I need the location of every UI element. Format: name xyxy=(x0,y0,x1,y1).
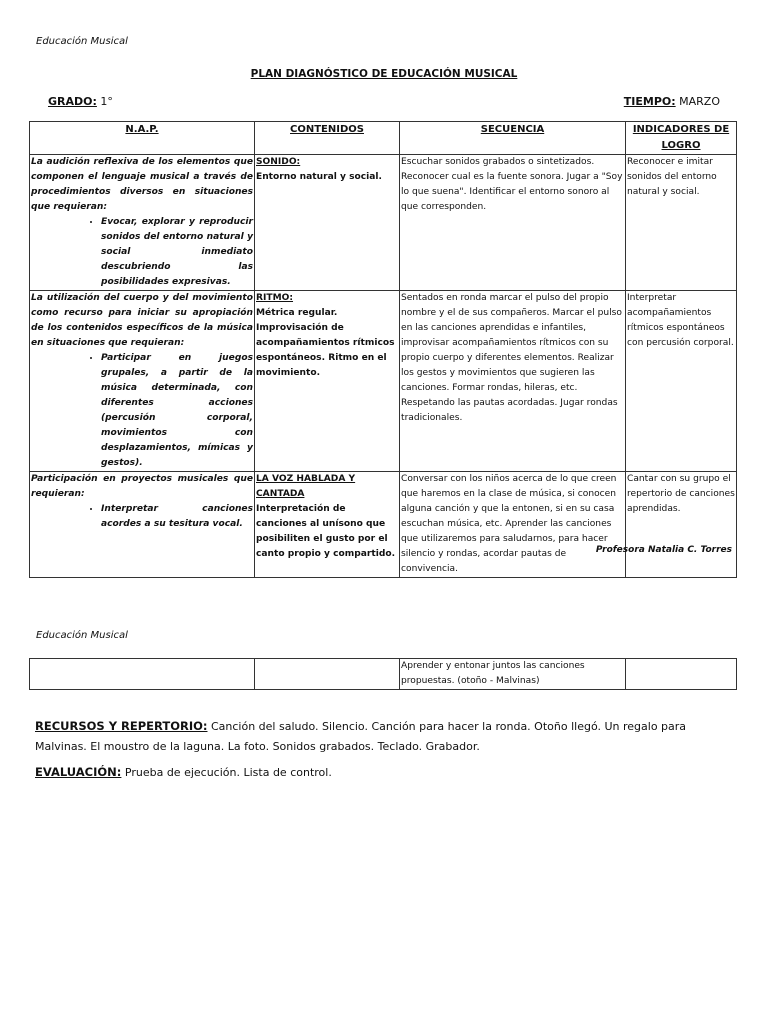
page-header: Educación Musical xyxy=(36,36,128,47)
table-row xyxy=(30,659,737,690)
grado-value: 1° xyxy=(96,95,113,108)
teacher-signature: Profesora Natalia C. Torres xyxy=(595,545,732,555)
page-title: PLAN DIAGNÓSTICO DE EDUCACIÓN MUSICAL xyxy=(250,68,518,80)
recursos-label: RECURSOS Y REPERTORIO: xyxy=(35,719,208,733)
plan-table xyxy=(29,121,737,578)
continuation-table xyxy=(29,658,737,690)
nap-intro: La audición reflexiva de los elementos que componen el lenguaje musical a través de procedimientos diversos en situaciones que requieran: xyxy=(31,157,253,212)
nap-bullet: • Evocar, explorar y reproducir sonidos del entorno natural y social inmediato descubriendo las posibilidades expresivas. xyxy=(101,215,253,290)
nap-intro: Participación en proyectos musicales que requieran: xyxy=(31,474,253,499)
nap-cell xyxy=(30,659,255,690)
table-row xyxy=(30,155,737,291)
nap-cell xyxy=(30,472,255,578)
contenido-body: Métrica regular. Improvisación de acompañamientos rítmicos espontáneos. Ritmo en el movimiento. xyxy=(256,308,395,378)
col-header-nap: N.A.P. xyxy=(30,122,255,155)
col-header-secuencia: SECUENCIA xyxy=(400,122,626,155)
contenido-cell xyxy=(255,472,400,578)
evaluacion-label: EVALUACIÓN: xyxy=(35,765,122,779)
grado-label: GRADO: xyxy=(48,95,97,108)
evaluacion-paragraph xyxy=(35,762,735,783)
tiempo-label: TIEMPO: xyxy=(623,95,676,108)
contenido-cell xyxy=(255,291,400,472)
indicador-cell xyxy=(626,659,737,690)
contenido-head: SONIDO: xyxy=(256,157,301,167)
col-header-contenidos: CONTENIDOS xyxy=(255,122,400,155)
recursos-text: Canción del saludo. Silencio. Canción para hacer la ronda. Otoño llegó. Un regalo para Malvinas. El moustro de la laguna. La foto. Sonidos grabados. Teclado. Grabador. xyxy=(35,720,687,753)
nap-cell xyxy=(30,155,255,291)
contenido-cell xyxy=(255,659,400,690)
grado-line xyxy=(48,95,113,108)
table-header-row xyxy=(30,122,737,155)
nap-bullet: • Interpretar canciones acordes a su tesitura vocal. xyxy=(101,502,253,532)
contenido-head: LA VOZ HABLADA Y CANTADA xyxy=(256,474,356,499)
contenido-body: Entorno natural y social. xyxy=(256,172,382,182)
secuencia-cell: Sentados en ronda marcar el pulso del propio nombre y el de sus compañeros. Marcar el pulso en las canciones aprendidas e infantiles, improvisar acompañamientos rítmicos con su propio cuerpo y diferentes elementos. Realizar los gestos y movimientos que sugieren las canciones. Formar rondas, hileras, etc. Respetando las pautas acordadas. Jugar rondas tradicionales. xyxy=(400,291,626,472)
evaluacion-text: Prueba de ejecución. Lista de control. xyxy=(121,766,332,779)
indicador-cell: Cantar con su grupo el repertorio de canciones aprendidas. xyxy=(626,472,737,578)
nap-cell xyxy=(30,291,255,472)
contenido-cell xyxy=(255,155,400,291)
indicador-cell: Interpretar acompañamientos rítmicos espontáneos con percusión corporal. xyxy=(626,291,737,472)
recursos-paragraph xyxy=(35,716,735,757)
secuencia-cell: Escuchar sonidos grabados o sintetizados. Reconocer cual es la fuente sonora. Jugar a "Soy lo que suena". Identificar el entorno sonoro al que corresponden. xyxy=(400,155,626,291)
table-row xyxy=(30,291,737,472)
secuencia-cell: Aprender y entonar juntos las canciones propuestas. (otoño - Malvinas) xyxy=(400,659,626,690)
indicador-cell: Reconocer e imitar sonidos del entorno natural y social. xyxy=(626,155,737,291)
col-header-indicadores: INDICADORES DE LOGRO xyxy=(626,122,737,155)
page2-header: Educación Musical xyxy=(36,630,128,641)
tiempo-line xyxy=(624,95,720,108)
table-row xyxy=(30,472,737,578)
secuencia-cell: Conversar con los niños acerca de lo que creen que haremos en la clase de música, si conocen alguna canción y que la entonen, si en su casa escuchan música, etc. Aprender las canciones que utilizaremos para saludarnos, para hacer silencio y rondas, acordar pautas de convivencia. xyxy=(400,472,626,578)
contenido-head: RITMO: xyxy=(256,293,294,303)
contenido-body: Interpretación de canciones al unísono que posibiliten el gusto por el canto propio y compartido. xyxy=(256,504,396,559)
nap-bullet: • Participar en juegos grupales, a partir de la música determinada, con diferentes acciones (percusión corporal, movimientos con desplazamientos, mímicas y gestos). xyxy=(101,351,253,471)
tiempo-value: MARZO xyxy=(675,95,720,108)
nap-intro: La utilización del cuerpo y del movimiento como recurso para iniciar su apropiación de los contenidos específicos de la música en situaciones que requieran: xyxy=(31,293,253,348)
